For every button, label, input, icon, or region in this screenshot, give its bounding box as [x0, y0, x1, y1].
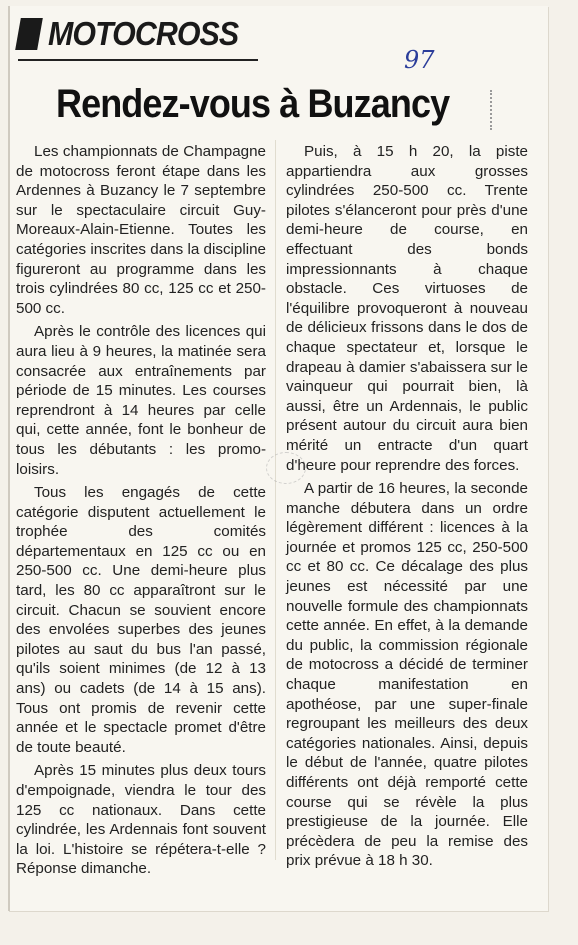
rubric-underline: [18, 59, 258, 61]
paragraph: Après 15 minutes plus deux tours d'empoignade, viendra le tour des 125 cc nationaux. Dans cette cylindrée, les Ardennais font souvent la loi. L'histoire se répétera-t-elle ? Réponse dimanche.: [16, 762, 266, 878]
margin-mark: [490, 90, 498, 130]
paragraph: Tous les engagés de cette catégorie disputent actuellement le trophée des comités départementaux en 125 cc ou en 250-500 cc. Une demi-heure plus tard, les 80 cc apparaîtront sur le circuit. Chacun se souvient encore des envolées superbes des jeunes pilotes au saut du bus l'an passé, qu'ils soient minimes (de 12 à 13 ans) ou cadets (de 14 à 15 ans). Tous ont promis de revenir cette année et le spectacle promet d'être de toute beauté.: [16, 484, 266, 756]
paragraph: A partir de 16 heures, la seconde manche débutera dans un ordre légèrement différent : licences à la journée et promos 125 cc, 250-500 cc et 80 cc. Ce décalage des plus jeunes est nécessité par une nouvelle formule des championnats cette année. En effet, à la demande du public, la commission régionale de motocross a décidé de terminer chaque manifestation en apothéose, par une super-finale regroupant les meilleurs des deux catégories nationales. Ainsi, depuis le début de l'année, quatre pilotes différents ont déjà remporté cette course qui se révèle la plus prestigieuse de la journée. Elle précèdera de peu la remise des prix prévue à 18 h 30.: [286, 480, 528, 870]
paragraph: Puis, à 15 h 20, la piste appartiendra aux grosses cylindrées 250-500 cc. Trente pilotes s'élanceront pour près d'une demi-heure de course, en effectuant des bonds impressionnants à chaque obstacle. Ces virtuoses de l'équilibre provoqueront à nouveau de délicieux frissons dans le dos de chaque spectateur et, lorsque le drapeau à damier s'abaissera sur le vainqueur qui pourrait bien, là aussi, être un Ardennais, le public présent autour du circuit aura bien mérité un entracte d'un quart d'heure pour reprendre des forces.: [286, 143, 528, 474]
right-column: [286, 142, 528, 875]
paragraph: Les championnats de Champagne de motocross feront étape dans les Ardennes à Buzancy le 7 septembre sur le spectaculaire circuit Guy-Moreaux-Alain-Etienne. Toutes les catégories inscrites dans la discipline figureront au programme dans les trois cylindrées 80 cc, 125 cc et 250-500 cc.: [16, 143, 266, 317]
rubric-label: MOTOCROSS: [48, 15, 239, 52]
paragraph: Après le contrôle des licences qui aura lieu à 9 heures, la matinée sera consacrée aux entraînements par période de 15 minutes. Les courses reprendront à 14 heures par celle qui, cette année, font le bonheur de tous les débutants : les promo-loisirs.: [16, 323, 266, 478]
left-column: [16, 142, 266, 883]
article-headline: Rendez-vous à Buzancy: [56, 82, 450, 126]
handwritten-note: 97: [404, 46, 435, 74]
rubric-block-icon: [15, 18, 43, 50]
section-rubric: [18, 14, 255, 54]
column-divider: [275, 140, 276, 860]
